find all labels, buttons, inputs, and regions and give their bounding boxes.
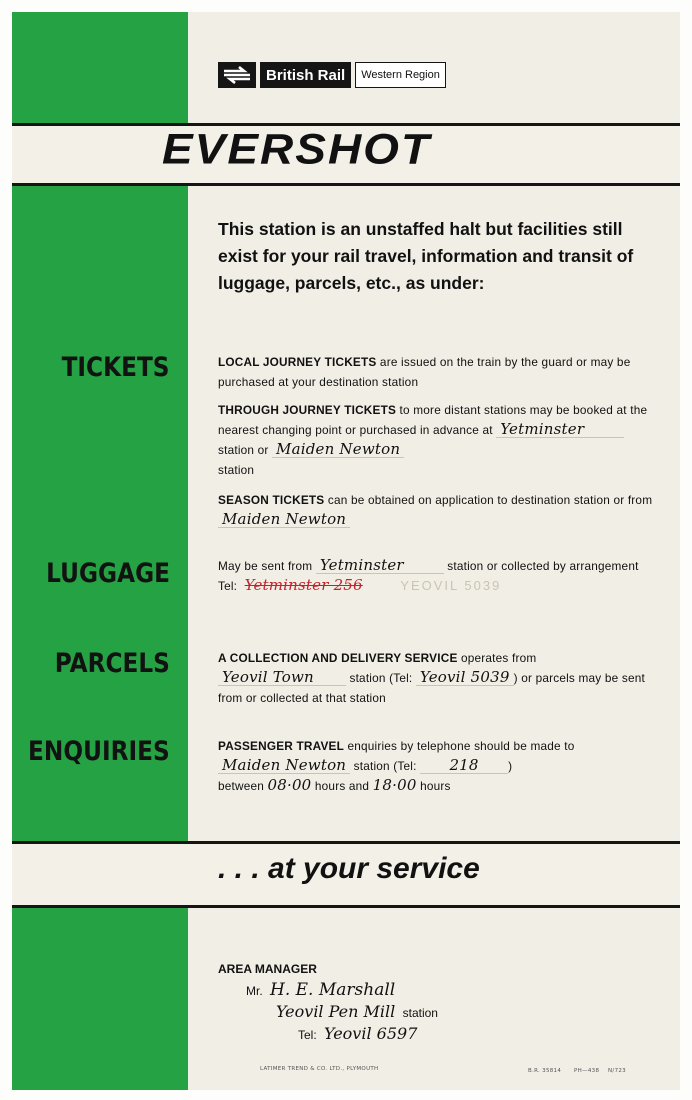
logo-region: Western Region	[355, 62, 446, 88]
luggage-text-1: May be sent from	[218, 559, 316, 573]
area-manager-office-suffix: station	[399, 1006, 438, 1020]
luggage-tel-crossed: Yetminster 256	[244, 576, 363, 594]
area-manager-prefix: Mr.	[246, 984, 266, 998]
parcels-text-3: ) or parcels may be sent from or collected at that station	[218, 671, 645, 705]
tickets-through	[218, 400, 658, 480]
print-code-1: B.R. 35814	[528, 1068, 562, 1074]
enquiries-text-6: hours	[416, 779, 451, 793]
season-tickets-text: can be obtained on application to destination station or from	[324, 493, 653, 507]
local-tickets-label: LOCAL JOURNEY TICKETS	[218, 355, 377, 369]
heading-enquiries: ENQUIRIES	[28, 736, 170, 767]
through-station-2: Maiden Newton	[272, 441, 404, 458]
area-manager-tel-line	[218, 1024, 638, 1046]
enquiries-text-3: )	[508, 759, 513, 773]
enquiries-tel: 218	[420, 757, 508, 774]
heading-tickets: TICKETS	[62, 352, 170, 383]
tickets-local	[218, 352, 658, 392]
luggage-tel-label: Tel:	[218, 579, 241, 593]
double-arrow-icon	[218, 62, 256, 88]
enquiries-time-2: 18·00	[372, 776, 417, 794]
print-code-3: N/723	[608, 1068, 626, 1074]
parcels-station: Yeovil Town	[218, 669, 346, 686]
heading-luggage: LUGGAGE	[46, 558, 170, 589]
through-station-1: Yetminster	[496, 421, 624, 438]
enquiries-text-4: between	[218, 779, 268, 793]
through-tickets-end: station	[218, 463, 255, 477]
british-rail-logo	[218, 62, 446, 88]
tickets-season	[218, 490, 658, 530]
luggage-station: Yetminster	[316, 557, 444, 574]
heading-parcels: PARCELS	[54, 648, 170, 679]
enquiries-text-5: hours and	[311, 779, 373, 793]
area-manager-office: Yeovil Pen Mill	[276, 1002, 396, 1021]
local-tickets-text: are issued on the train by the guard or may be purchased at your destination station	[218, 355, 631, 389]
area-manager-tel-label: Tel:	[298, 1028, 321, 1042]
enquiries-station: Maiden Newton	[218, 757, 350, 774]
slogan-rule-bottom	[12, 905, 680, 908]
parcels-tel: Yeovil 5039	[416, 669, 514, 686]
area-manager-name: H. E. Marshall	[270, 980, 396, 1000]
area-manager-block	[218, 958, 638, 1046]
parcels-text-1: operates from	[457, 651, 537, 665]
enquiries-text-1: enquiries by telephone should be made to	[344, 739, 575, 753]
area-manager-name-line	[218, 980, 638, 1002]
poster	[12, 12, 680, 1090]
luggage-text-2: station or collected by arrangement	[443, 559, 639, 573]
parcels-label: A COLLECTION AND DELIVERY SERVICE	[218, 651, 458, 665]
luggage-tel-faded: YEOVIL 5039	[400, 578, 502, 593]
luggage-text	[218, 556, 658, 596]
enquiries-time-1: 08·00	[267, 776, 312, 794]
station-title: EVERSHOT	[162, 125, 432, 173]
through-tickets-label: THROUGH JOURNEY TICKETS	[218, 403, 397, 417]
title-rule-bottom	[12, 183, 680, 186]
enquiries-label: PASSENGER TRAVEL	[218, 739, 344, 753]
season-station: Maiden Newton	[218, 511, 350, 528]
print-code-2: PH—438	[574, 1068, 600, 1074]
slogan: . . . at your service	[218, 852, 480, 885]
season-tickets-label: SEASON TICKETS	[218, 493, 325, 507]
through-tickets-mid: station or	[218, 443, 273, 457]
parcels-text	[218, 648, 658, 708]
logo-brand: British Rail	[260, 62, 351, 88]
green-panel-top	[12, 12, 188, 124]
through-tickets-text: to more distant stations may be booked at the nearest changing point or purchased in advance at	[218, 403, 648, 437]
area-manager-tel: Yeovil 6597	[324, 1024, 418, 1043]
area-manager-office-line	[218, 1002, 638, 1024]
enquiries-text-2: station (Tel:	[350, 759, 421, 773]
printer-credit: LATIMER TREND & CO. LTD., PLYMOUTH	[260, 1066, 379, 1072]
slogan-rule-top	[12, 841, 680, 844]
enquiries-text	[218, 736, 658, 796]
area-manager-heading: AREA MANAGER	[218, 962, 317, 976]
intro-text: This station is an unstaffed halt but facilities still exist for your rail travel, information and transit of luggage, parcels, etc., as under:	[218, 219, 634, 293]
green-panel-bottom	[12, 908, 188, 1090]
parcels-text-2: station (Tel:	[346, 671, 416, 685]
